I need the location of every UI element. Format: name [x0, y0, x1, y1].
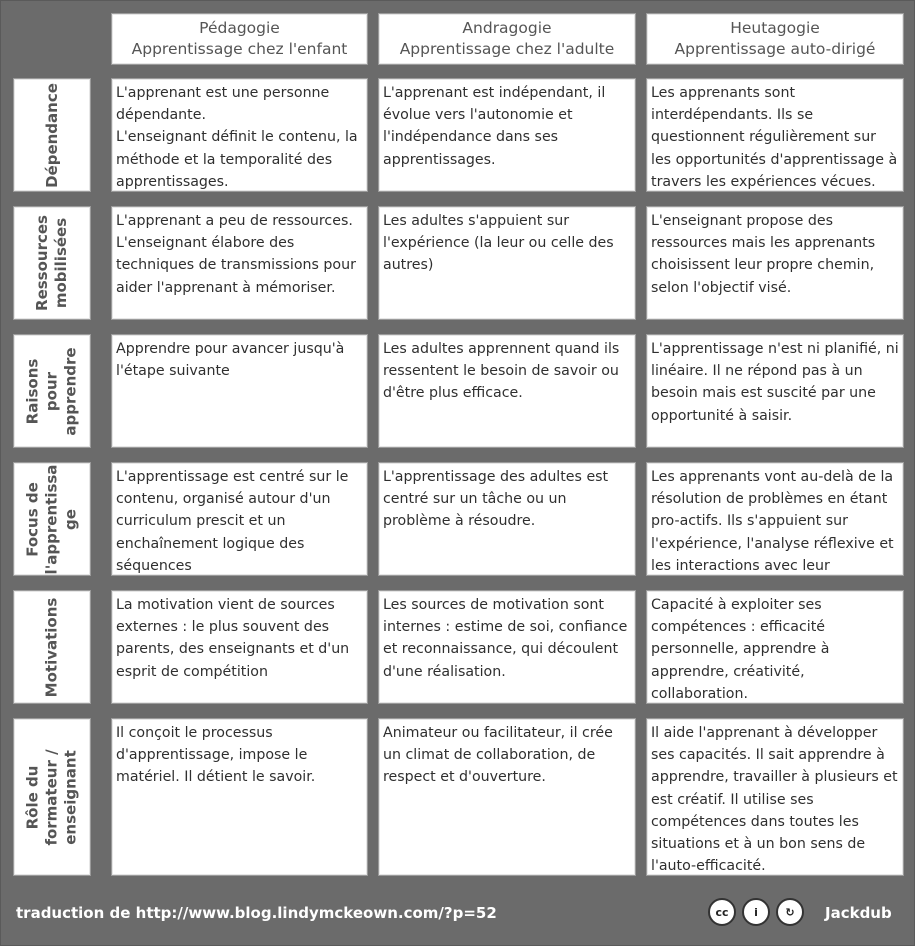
cell-text: L'apprenant est indépendant, il évolue vers l'autonomie et l'indépendance dans ses apprentissages.	[383, 85, 606, 168]
column-title: Heutagogie	[730, 19, 820, 37]
cell-text: Les adultes s'appuient sur l'expérience (la leur ou celle des autres)	[383, 213, 614, 274]
cell-text: Animateur ou facilitateur, il crée un climat de collaboration, de respect et d'ouverture.	[383, 725, 613, 786]
column-subtitle: Apprentissage chez l'adulte	[399, 40, 615, 58]
table-cell	[646, 334, 904, 448]
column-header	[111, 13, 368, 65]
row-label-line: ge	[61, 508, 80, 530]
row-label-line: l'apprentissa	[42, 464, 61, 574]
row-label-line: Dépendance	[42, 82, 61, 188]
table-cell	[111, 334, 368, 448]
table-cell	[646, 462, 904, 576]
cell-text: Les apprenants sont interdépendants. Ils se questionnent régulièrement sur les opportunités d'apprentissage à travers les expériences vécues.	[651, 85, 898, 190]
cell-text: L'apprentissage des adultes est centré sur un tâche ou un problème à résoudre.	[383, 469, 609, 530]
row-label-line: Rôle du	[23, 765, 42, 829]
cell-text: Les sources de motivation sont internes : estime de soi, confiance et reconnaissance, qui découlent d'une réalisation.	[383, 597, 628, 680]
row-label-line: formateur /	[42, 748, 61, 846]
cell-text: L'apprenant a peu de ressources.	[116, 213, 353, 229]
table-cell	[646, 590, 904, 704]
row-label-line: mobilisées	[52, 217, 70, 309]
table-cell	[646, 206, 904, 320]
table-cell	[111, 462, 368, 576]
column-subtitle: Apprentissage auto-dirigé	[674, 40, 876, 58]
row-label-text	[43, 83, 62, 188]
row-label-text	[33, 215, 71, 311]
cell-text: L'enseignant définit le contenu, la méthode et la temporalité des apprentissages.	[116, 129, 358, 190]
column-header	[378, 13, 636, 65]
cell-text: L'apprenant est une personne dépendante.	[116, 85, 330, 124]
cell-text: La motivation vient de sources externes : le plus souvent des parents, des enseignants et d'un esprit de compétition	[116, 597, 350, 680]
share-alike-icon: ↻	[776, 898, 804, 926]
cell-text: Les apprenants vont au-delà de la résolution de problèmes en étant pro-actifs. Ils s'appuient sur l'expérience, l'analyse réflexive et les interactions avec leur	[651, 469, 894, 574]
column-subtitle: Apprentissage chez l'enfant	[131, 40, 348, 58]
column-title: Pédagogie	[199, 19, 280, 37]
table-cell	[111, 590, 368, 704]
table-cell	[111, 718, 368, 876]
table-cell	[111, 78, 368, 192]
license-badges	[708, 898, 804, 926]
table-cell	[646, 718, 904, 876]
row-label-text	[24, 749, 81, 845]
author-name: Jackdub	[825, 904, 892, 922]
column-header	[646, 13, 904, 65]
attribution-icon: i	[742, 898, 770, 926]
cell-text: L'enseignant élabore des techniques de transmissions pour aider l'apprenant à mémoriser.	[116, 235, 356, 296]
row-label	[13, 718, 91, 876]
table-cell	[378, 334, 636, 448]
cell-text: Capacité à exploiter ses compétences : efficacité personnelle, apprendre à apprendre, créativité, collaboration.	[651, 597, 830, 702]
table-cell	[646, 78, 904, 192]
row-label-text	[24, 464, 81, 574]
cell-text: Apprendre pour avancer jusqu'à l'étape suivante	[116, 341, 345, 380]
row-label-text	[43, 597, 62, 697]
row-label-line: enseignant	[61, 749, 80, 845]
cell-text: Il conçoit le processus d'apprentissage, impose le matériel. Il détient le savoir.	[116, 725, 316, 786]
cell-text: L'apprentissage est centré sur le contenu, organisé autour d'un curriculum prescit et un enchaînement logique des séquences	[116, 469, 349, 574]
row-label-line: Raisons	[23, 358, 42, 424]
row-label	[13, 590, 91, 704]
row-label	[13, 78, 91, 192]
table-cell	[378, 718, 636, 876]
table-cell	[111, 206, 368, 320]
cell-text: L'apprentissage n'est ni planifié, ni linéaire. Il ne répond pas à un besoin mais est suscité par une opportunité à saisir.	[651, 341, 899, 424]
row-label	[13, 462, 91, 576]
row-label-line: Ressources	[33, 215, 51, 311]
table-cell	[378, 590, 636, 704]
cc-icon: cc	[708, 898, 736, 926]
row-label-text	[24, 347, 81, 435]
row-label	[13, 206, 91, 320]
row-label-line: Focus de	[23, 481, 42, 557]
table-cell	[378, 78, 636, 192]
column-title: Andragogie	[462, 19, 552, 37]
row-label-line: apprendre	[61, 346, 80, 436]
table-cell	[378, 206, 636, 320]
cell-text: L'enseignant propose des ressources mais les apprenants choisissent leur propre chemin, selon l'objectif visé.	[651, 213, 876, 296]
row-label	[13, 334, 91, 448]
source-credit: traduction de http://www.blog.lindymckeown.com/?p=52	[16, 904, 497, 922]
row-label-line: pour	[42, 371, 61, 411]
cell-text: Les adultes apprennent quand ils ressentent le besoin de savoir ou d'être plus efficace.	[383, 341, 620, 402]
table-cell	[378, 462, 636, 576]
row-label-line: Motivations	[42, 597, 61, 697]
cell-text: Il aide l'apprenant à développer ses capacités. Il sait apprendre à apprendre, travailler à plusieurs et est créatif. Il utilise ses compétences dans toutes les situations et à un bon sens de l'auto-efficacité.	[651, 725, 898, 875]
